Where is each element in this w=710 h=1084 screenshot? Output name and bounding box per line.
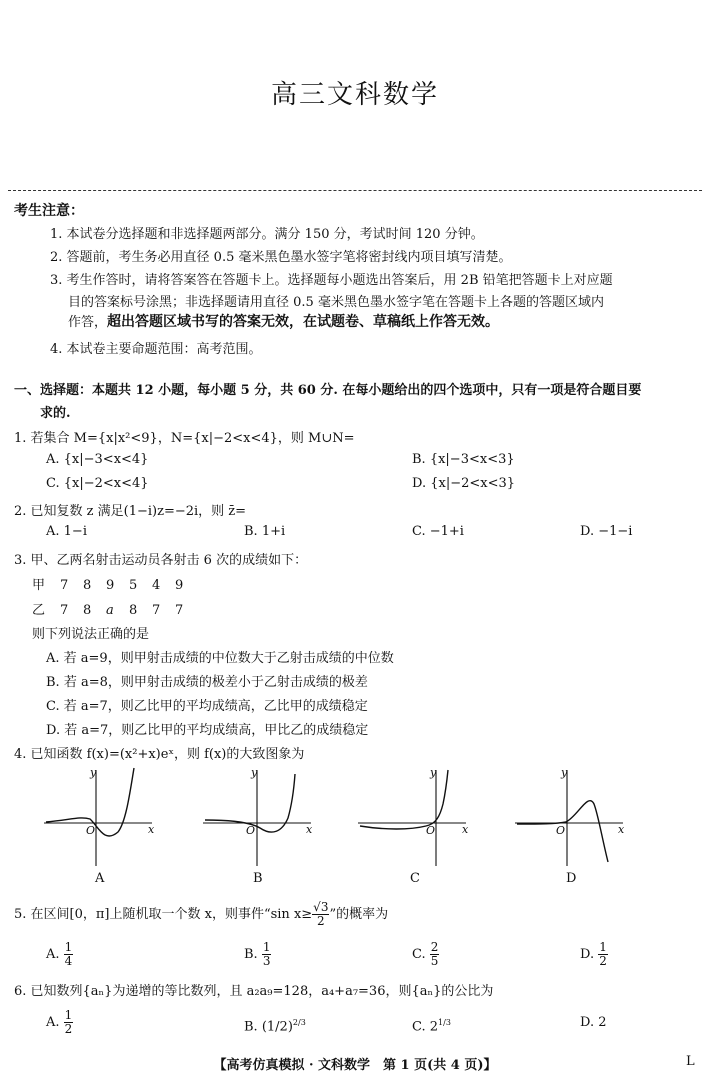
table-cell: 7 — [152, 603, 161, 618]
table-cell: 8 — [83, 578, 92, 593]
q6-option-c — [412, 1008, 451, 1042]
q2-option-d: D. −1−i — [580, 524, 633, 539]
notice-item-3-end — [68, 311, 499, 331]
option-letter: C. — [412, 947, 426, 962]
power-base: (1/2) — [261, 1019, 293, 1035]
graph-a-origin: O — [86, 824, 96, 837]
section-heading-cont: 求的. — [40, 406, 71, 421]
q6-option-a — [46, 1008, 73, 1038]
q1-option-a: A. {x|−3<x<4} — [46, 452, 149, 467]
section-heading: 一、选择题：本题共 12 小题，每小题 5 分，共 60 分. 在每小题给出的四个选项中，只有一项是符合题目要 — [14, 383, 642, 398]
q2-option-c: C. −1+i — [412, 524, 464, 539]
fraction-num: 1 — [262, 940, 271, 954]
q6-option-d: D. 2 — [580, 1015, 607, 1030]
graph-d-x-label: x — [618, 823, 625, 836]
footer-code: L — [686, 1054, 695, 1069]
q1-option-b: B. {x|−3<x<3} — [412, 452, 515, 467]
graph-d — [515, 770, 623, 866]
fraction-num: 2 — [430, 940, 439, 954]
q5-stem — [14, 900, 388, 930]
option-letter: D. — [580, 947, 595, 962]
option-letter: A. — [46, 947, 60, 962]
table-cell: 9 — [175, 578, 184, 593]
q3-prompt: 则下列说法正确的是 — [32, 627, 150, 642]
table-cell: 7 — [60, 603, 69, 618]
table-cell: a — [106, 603, 114, 618]
q5-stem-pre: 5. 在区间[0，π]上随机取一个数 x，则事件“sin x≥ — [14, 907, 313, 922]
fraction-den: 2 — [64, 1022, 73, 1036]
table-cell: 7 — [175, 603, 184, 618]
q1-option-c: C. {x|−2<x<4} — [46, 476, 149, 491]
fraction-num: 1 — [64, 940, 73, 954]
table-cell: 甲 — [32, 578, 46, 593]
page-footer: 【高考仿真模拟 · 文科数学 第 1 页(共 4 页)】 — [213, 1058, 497, 1073]
graph-a-label: A — [95, 871, 105, 886]
graph-c-label: C — [410, 871, 420, 886]
notice-item-1: 1. 本试卷分选择题和非选择题两部分。满分 150 分，考试时间 120 分钟。 — [50, 227, 484, 242]
notice-item-2: 2. 答题前，考生务必用直径 0.5 毫米黑色墨水签字笔将密封线内项目填写清楚。 — [50, 250, 512, 265]
graph-d-origin: O — [556, 824, 566, 837]
q6-option-b — [244, 1008, 306, 1042]
graph-b-y-label: y — [251, 766, 258, 779]
graph-c-y-label: y — [430, 766, 437, 779]
q1-option-d: D. {x|−2<x<3} — [412, 476, 516, 491]
table-cell: 8 — [129, 603, 138, 618]
option-letter: A. — [46, 1015, 60, 1030]
table-cell: 5 — [129, 578, 138, 593]
notice-item-3-end-text: 作答， — [68, 315, 108, 330]
q3-option-c: C. 若 a=7，则乙比甲的平均成绩高，乙比甲的成绩稳定 — [46, 699, 368, 714]
notice-item-3-cont: 目的答案标号涂黑；非选择题请用直径 0.5 毫米黑色墨水签字笔在答题卡上各题的答题区域内 — [68, 295, 604, 310]
q4-graphs — [0, 762, 710, 890]
graph-b-origin: O — [246, 824, 256, 837]
fraction-num: 1 — [599, 940, 607, 954]
graph-b — [203, 770, 311, 866]
graph-b-x-label: x — [306, 823, 313, 836]
table-cell: 4 — [152, 578, 161, 593]
q3-stem: 3. 甲、乙两名射击运动员各射击 6 次的成绩如下： — [14, 553, 308, 568]
graph-a-y-label: y — [90, 766, 97, 779]
graph-a — [44, 768, 152, 866]
power-exponent: 2/3 — [292, 1018, 306, 1027]
q5-fraction — [312, 901, 329, 928]
q3-option-a: A. 若 a=9，则甲射击成绩的中位数大于乙射击成绩的中位数 — [46, 651, 394, 666]
fraction-num: 1 — [64, 1008, 73, 1022]
notice-emphasis: 超出答题区域书写的答案无效，在试题卷、草稿纸上作答无效。 — [107, 314, 500, 330]
q5-option-a — [46, 940, 73, 970]
graph-c-x-label: x — [462, 823, 469, 836]
q2-stem: 2. 已知复数 z 满足(1−i)z=−2i，则 z̄= — [14, 504, 247, 519]
q5-option-b — [244, 940, 271, 970]
fraction-den: 4 — [64, 954, 73, 968]
graph-b-label: B — [253, 871, 263, 886]
graph-d-label: D — [566, 871, 577, 886]
fraction — [64, 941, 74, 968]
q3-option-d: D. 若 a=7，则乙比甲的平均成绩高，甲比乙的成绩稳定 — [46, 723, 369, 738]
fraction-den: 2 — [599, 954, 607, 968]
table-cell: 9 — [106, 578, 115, 593]
table-cell: 乙 — [32, 603, 46, 618]
q2-option-b: B. 1+i — [244, 524, 286, 539]
q4-stem: 4. 已知函数 f(x)=(x²+x)eˣ，则 f(x)的大致图象为 — [14, 747, 305, 762]
q5-option-c — [412, 940, 439, 970]
fraction — [430, 941, 440, 968]
q6-stem: 6. 已知数列{aₙ}为递增的等比数列，且 a₂a₉=128，a₄+a₇=36，则{aₙ}的公比为 — [14, 984, 494, 999]
graph-c-origin: O — [426, 824, 436, 837]
table-cell: 8 — [83, 603, 92, 618]
power-base: C. 2 — [412, 1019, 439, 1035]
graph-c — [358, 770, 466, 866]
q3-option-b: B. 若 a=8，则甲射击成绩的极差小于乙射击成绩的极差 — [46, 675, 368, 690]
fraction — [598, 941, 608, 968]
q2-option-a: A. 1−i — [46, 524, 87, 539]
power-exponent: 1/3 — [438, 1018, 451, 1027]
q3-row-yi — [32, 599, 198, 618]
graph-a-x-label: x — [148, 823, 155, 836]
graph-d-y-label: y — [561, 766, 568, 779]
option-letter: B. — [244, 947, 258, 962]
table-cell: 7 — [60, 578, 69, 593]
q5-stem-post: ”的概率为 — [329, 907, 389, 922]
notice-heading: 考生注意： — [14, 203, 84, 219]
q5-option-d — [580, 940, 608, 970]
divider — [8, 190, 702, 191]
fraction — [64, 1009, 74, 1036]
notice-item-3: 3. 考生作答时，请将答案答在答题卡上。选择题每小题选出答案后，用 2B 铅笔把答题卡上对应题 — [50, 273, 613, 288]
notice-item-4: 4. 本试卷主要命题范围：高考范围。 — [50, 342, 262, 357]
fraction — [262, 941, 272, 968]
q5-fraction-num: √3 — [313, 900, 329, 914]
q3-row-jia — [32, 574, 198, 593]
option-letter: B. — [244, 1019, 258, 1035]
q5-fraction-den: 2 — [316, 914, 325, 928]
page-title: 高三文科数学 — [270, 80, 439, 110]
q1-stem: 1. 若集合 M={x|x²<9}，N={x|−2<x<4}，则 M∪N= — [14, 431, 355, 446]
fraction-den: 5 — [430, 954, 439, 968]
fraction-den: 3 — [262, 954, 271, 968]
